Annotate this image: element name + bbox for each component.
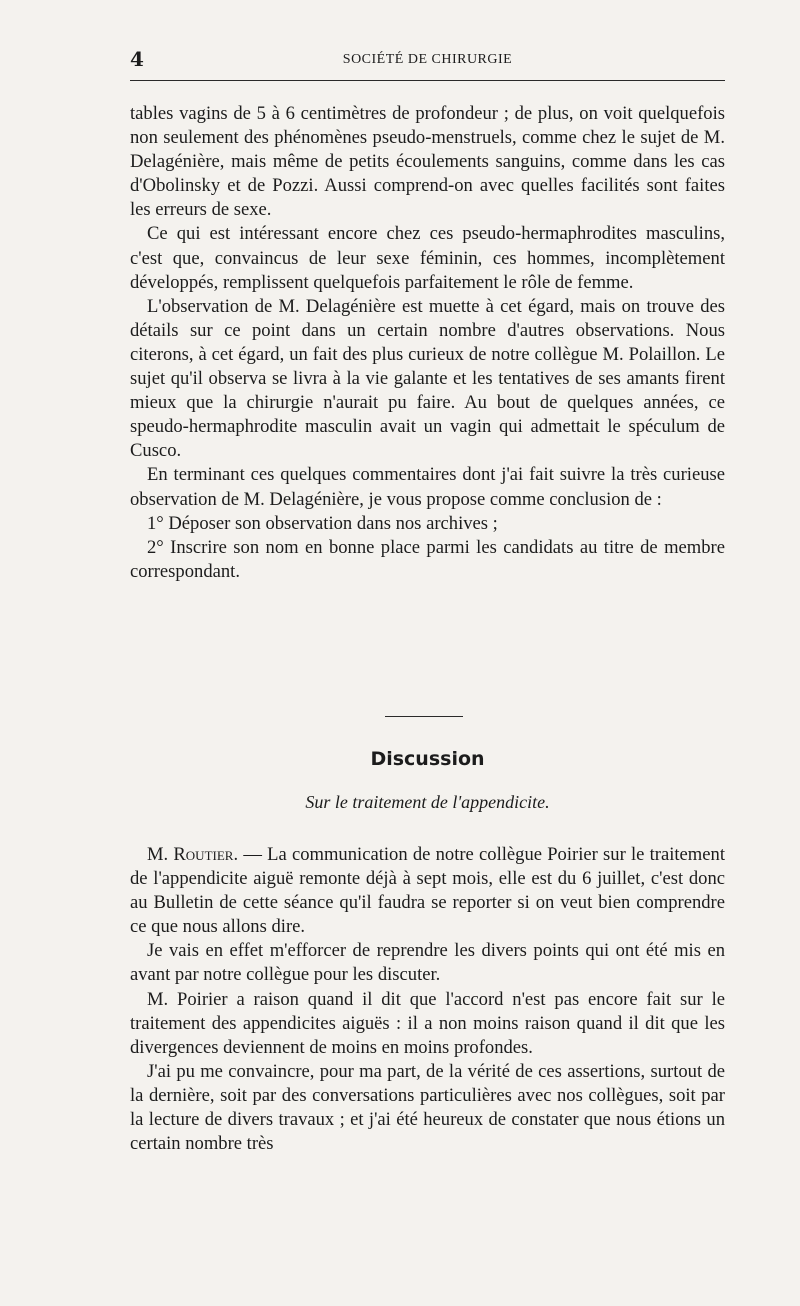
discussion-text: [130, 843, 725, 1156]
paragraph: Je vais en effet m'efforcer de reprendre les divers points qui ont été mis en avant par notre collègue pour les discuter.: [130, 940, 725, 986]
page-number: 4: [130, 47, 144, 71]
paragraph: tables vagins de 5 à 6 centimètres de profondeur ; de plus, on voit quelquefois non seulement des phénomènes pseudo-menstruels, comme chez le sujet de M. Delagénière, mais même de petits écoulements sanguins, comme dans les cas d'Obolinsky et de Pozzi. Aussi comprend-on avec quelles facilités sont faites les erreurs de sexe.: [130, 103, 725, 221]
page-header: [130, 47, 725, 71]
speaker-name: M. Routier.: [147, 844, 239, 865]
section-separator: [385, 716, 463, 717]
paragraph: L'observation de M. Delagénière est muette à cet égard, mais on trouve des détails sur ce point dans un certain nombre d'autres observations. Nous citerons, à cet égard, un fait des plus curieux de notre collègue M. Polaillon. Le sujet qu'il observa se livra à la vie galante et les tentatives de ses amants firent mieux que la chirurgie n'aurait pu faire. Au bout de quelques années, ce speudo-hermaphrodite masculin avait un vagin qui admettait le spéculum de Cusco.: [130, 295, 725, 462]
paragraph: J'ai pu me convaincre, pour ma part, de la vérité de ces assertions, surtout de la dernière, soit par des conversations particulières avec nos collègues, soit par la lecture de divers travaux ; et j'ai été heureux de constater que nous étions un certain nombre très: [130, 1060, 725, 1155]
conclusion-item: 2° Inscrire son nom en bonne place parmi les candidats au titre de membre correspondant.: [130, 536, 725, 582]
running-title: SOCIÉTÉ DE CHIRURGIE: [342, 52, 513, 67]
conclusion-item: 1° Déposer son observation dans nos archives ;: [147, 512, 498, 534]
header-rule: [130, 80, 725, 81]
paragraph: En terminant ces quelques commentaires dont j'ai fait suivre la très curieuse observation de M. Delagénière, je vous propose comme conclusion de :: [130, 464, 725, 510]
section-title: Discussion: [370, 748, 485, 770]
paragraph-text: — La communication de notre collègue Poirier sur le traitement de l'appendicite aiguë remonte déjà à sept mois, elle est du 6 juillet, c'est donc au Bulletin de cette séance qu'il faudra se reporter si on veut bien comprendre ce que nous allons dire.: [130, 844, 725, 938]
paragraph: [130, 843, 725, 939]
body-text: [130, 102, 725, 584]
paragraph: Ce qui est intéressant encore chez ces pseudo-hermaphrodites masculins, c'est que, convaincus de leur sexe féminin, ces hommes, incomplètement développés, remplissent quelquefois parfaitement le rôle de femme.: [130, 223, 725, 293]
section-subtitle: Sur le traitement de l'appendicite.: [305, 792, 550, 812]
paragraph: M. Poirier a raison quand il dit que l'accord n'est pas encore fait sur le traitement des appendicites aiguës : il a non moins raison quand il dit que les divergences deviennent de moins en moins profondes.: [130, 988, 725, 1058]
